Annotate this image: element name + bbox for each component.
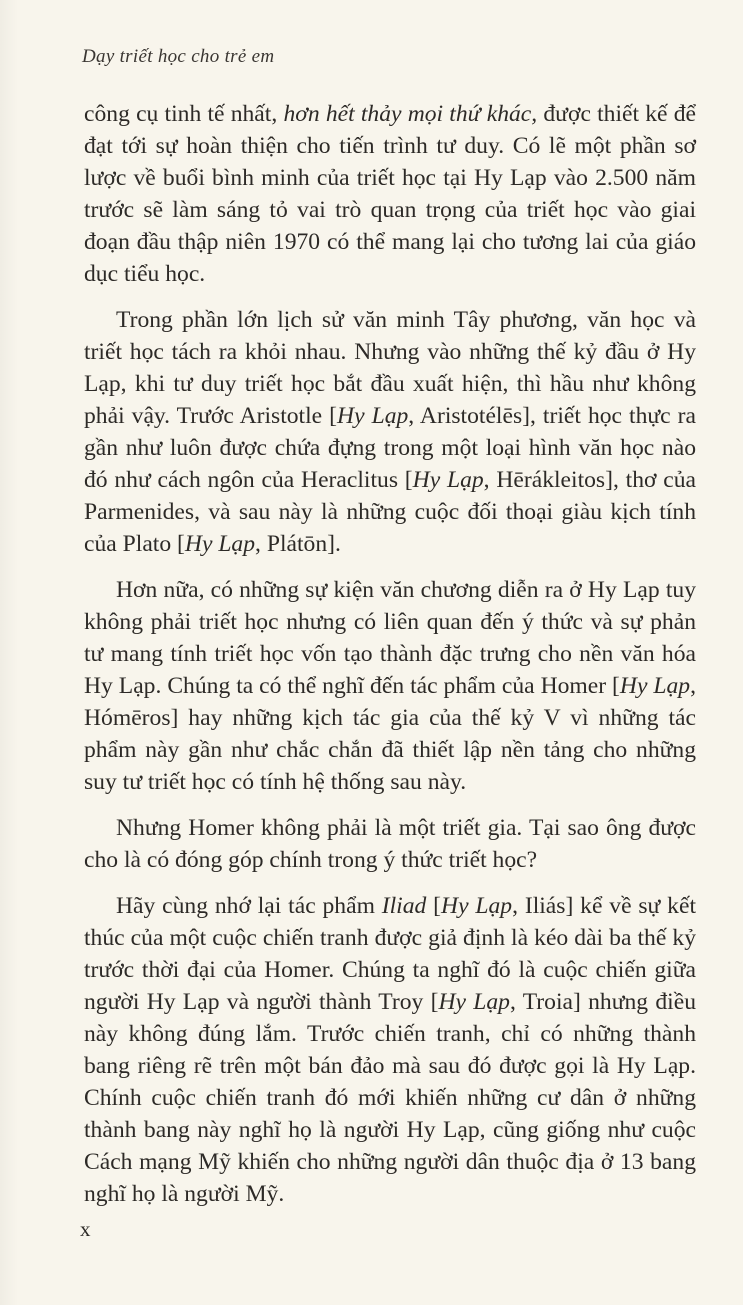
text-segment: Nhưng Homer không phải là một triết gia. Tại sao ông được cho là có đóng góp chính trong ý thức triết học? xyxy=(84,815,696,873)
paragraph xyxy=(84,574,696,798)
italic-text-segment: Hy Lạp xyxy=(438,989,510,1015)
paragraph xyxy=(84,98,696,290)
text-segment: công cụ tinh tế nhất, xyxy=(84,101,284,127)
text-segment: , Iliás] kể về sự kết thúc của một cuộc chiến tranh được giả định là kéo dài ba thế kỷ trước thời đại của Homer. Chúng ta nghĩ đó là cuộc chiến giữa người Hy Lạp và người thành Troy [ xyxy=(84,893,697,1015)
text-segment: , Hómēros] hay những kịch tác gia của thế kỷ V vì những tác phẩm này gần như chắc chắn đã thiết lập nền tảng cho những suy tư triết học có tính hệ thống sau này. xyxy=(84,673,696,795)
text-segment: , Plátōn]. xyxy=(255,531,341,557)
paragraph xyxy=(84,304,696,560)
paragraph xyxy=(84,890,696,1210)
text-segment: Hãy cùng nhớ lại tác phẩm xyxy=(116,893,382,919)
text-segment: được thiết kế để đạt tới sự hoàn thiện cho tiến trình tư duy. Có lẽ một phần sơ lược về buổi bình minh của triết học tại Hy Lạp vào 2.500 năm trước sẽ làm sáng tỏ vai trò quan trọng của triết học vào giai đoạn đầu thập niên 1970 có thể mang lại cho tương lai của giáo dục tiểu học. xyxy=(84,101,697,287)
text-segment: Hơn nữa, có những sự kiện văn chương diễn ra ở Hy Lạp tuy không phải triết học nhưng có liên quan đến ý thức và sự phản tư mang tính triết học vốn tạo thành đặc trưng cho nền văn hóa Hy Lạp. Chúng ta có thể nghĩ đến tác phẩm của Homer [ xyxy=(84,577,696,699)
text-segment: Trong phần lớn lịch sử văn minh Tây phương, văn học và triết học tách ra khỏi nhau. Nhưng vào những thế kỷ đầu ở Hy Lạp, khi tư duy triết học bắt đầu xuất hiện, thì hầu như không phải vậy. Trước Aristotle [ xyxy=(84,307,696,429)
italic-text-segment: Hy Lạp xyxy=(619,673,691,699)
body-text xyxy=(84,98,696,1224)
italic-text-segment: Hy Lạp xyxy=(184,531,256,557)
text-segment: , Troia] nhưng điều này không đúng lắm. Trước chiến tranh, chỉ có những thành bang riêng rẽ trên một bán đảo mà sau đó được gọi là Hy Lạp. Chính cuộc chiến tranh đó mới khiến những cư dân ở những thành bang này nghĩ họ là người Hy Lạp, cũng giống như cuộc Cách mạng Mỹ khiến cho những người dân thuộc địa ở 13 bang nghĩ họ là người Mỹ. xyxy=(84,989,696,1207)
paragraph xyxy=(84,812,696,876)
italic-text-segment: Iliad xyxy=(381,893,427,919)
italic-text-segment: Hy Lạp xyxy=(337,403,409,429)
italic-text-segment: Hy Lạp xyxy=(412,467,484,493)
text-segment: , Hērákleitos], thơ của Parmenides, và sau này là những cuộc đối thoại giàu kịch tính của Plato [ xyxy=(84,467,697,557)
italic-text-segment: Hy Lạp xyxy=(441,893,513,919)
running-header: Dạy triết học cho trẻ em xyxy=(82,46,275,67)
text-segment: [ xyxy=(426,893,442,919)
italic-text-segment: hơn hết thảy mọi thứ khác, xyxy=(283,101,538,127)
text-segment: , Aristotélēs], triết học thực ra gần như luôn được chứa đựng trong một loại hình văn học nào đó như cách ngôn của Heraclitus [ xyxy=(84,403,696,493)
page-number: x xyxy=(80,1217,91,1241)
